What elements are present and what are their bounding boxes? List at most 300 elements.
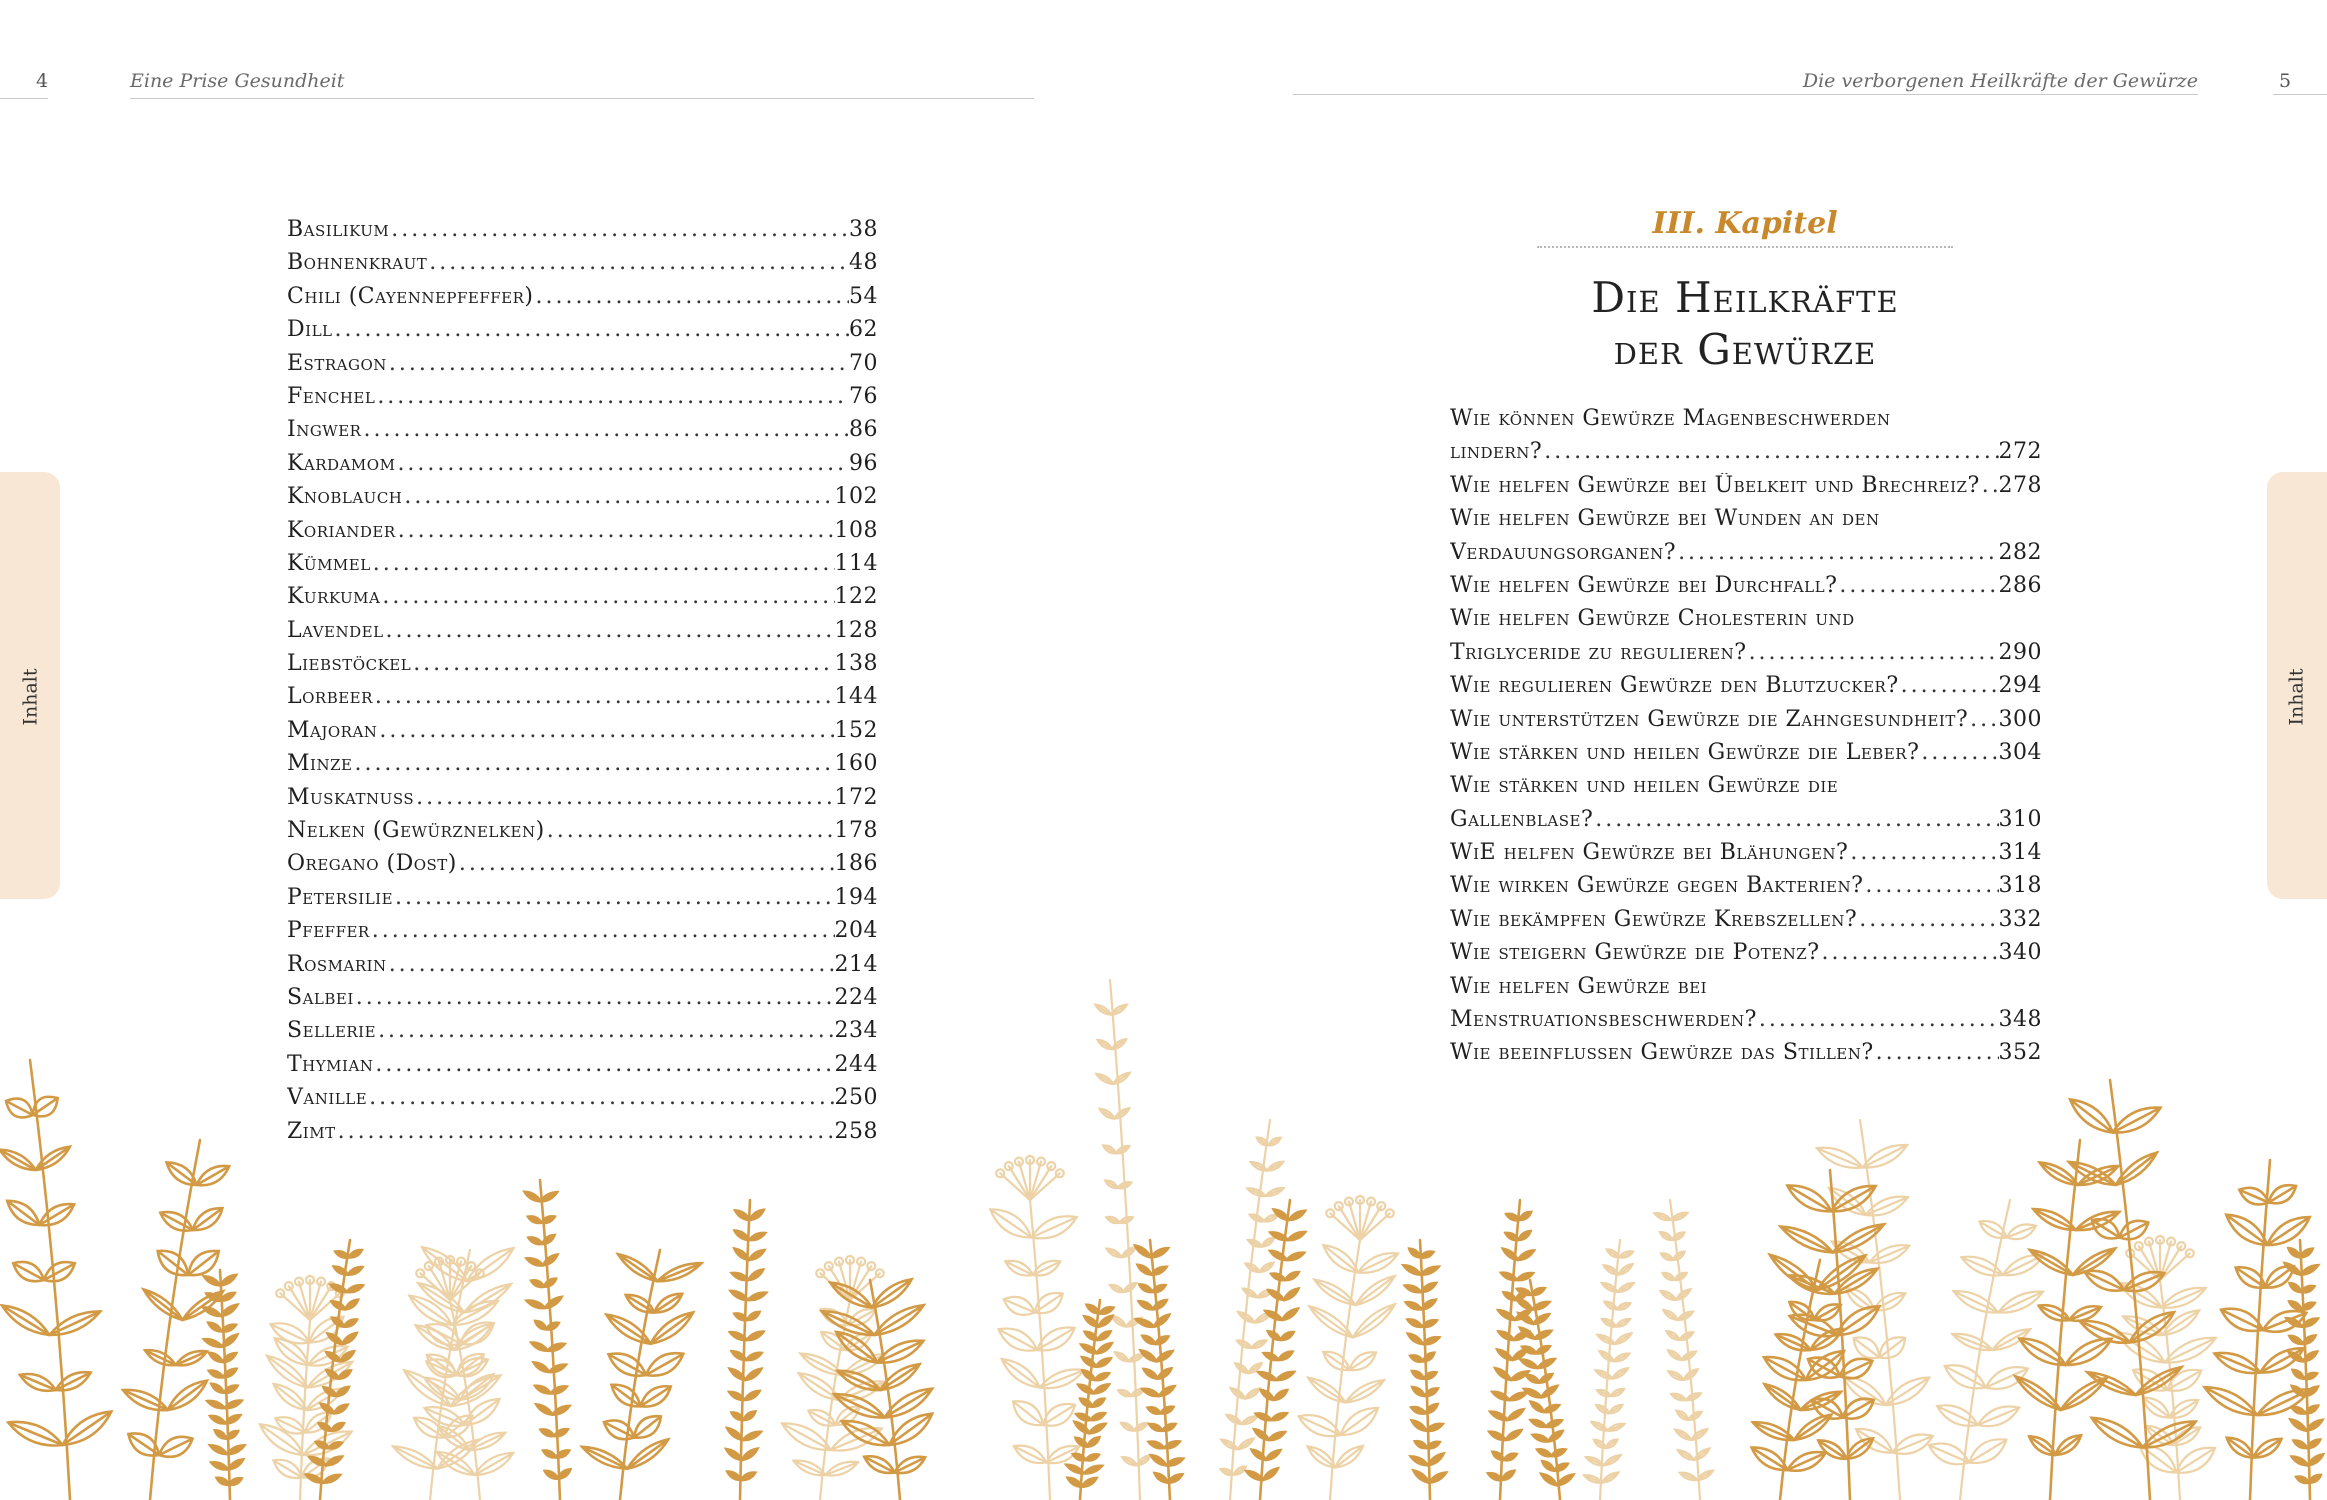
- herb-leaf: [1254, 1429, 1269, 1440]
- herb-leaf: [1266, 1188, 1284, 1196]
- toc-entry-page: 178: [834, 818, 878, 844]
- herb-leaf: [2176, 1448, 2215, 1473]
- herb-leaf: [1268, 1331, 1281, 1340]
- toc-entry[interactable]: [287, 451, 878, 484]
- herb-leaf: [743, 1432, 761, 1440]
- toc-leader-dots: [427, 250, 849, 275]
- herb-leaf: [1358, 1253, 1398, 1273]
- toc-entry-label: Lavendel: [287, 617, 384, 643]
- herb-leaf: [1262, 1238, 1274, 1247]
- toc-entry-page: 204: [834, 918, 878, 944]
- toc-entry[interactable]: [287, 217, 878, 250]
- herb-leaf: [1673, 1252, 1684, 1260]
- herb-leaf: [745, 1369, 761, 1380]
- herb-leaf: [748, 1293, 766, 1300]
- herb-leaf: [273, 1460, 301, 1478]
- toc-entry-page: 332: [1998, 906, 2042, 932]
- toc-entry[interactable]: [287, 718, 878, 751]
- herb-leaf: [1268, 1290, 1284, 1300]
- herb-leaf: [1668, 1371, 1683, 1380]
- herb-leaf: [1663, 1273, 1675, 1280]
- herb-leaf: [1508, 1409, 1524, 1420]
- herb-leaf: [744, 1411, 756, 1420]
- herb-leaf: [1097, 1343, 1112, 1353]
- herb-leaf: [1538, 1359, 1555, 1368]
- herb-leaf: [1235, 1363, 1248, 1373]
- herb-leaf: [1596, 1405, 1609, 1413]
- toc-entry-label: Wie regulieren Gewürze den Blutzucker?: [1450, 673, 1899, 699]
- toc-entry[interactable]: [287, 851, 878, 884]
- toc-leader-dots: [395, 451, 849, 476]
- toc-entry-page: 186: [834, 851, 878, 877]
- herb-leaf: [1353, 1304, 1395, 1337]
- herb-leaf: [611, 1385, 640, 1407]
- herb-leaf: [1498, 1310, 1515, 1320]
- toc-entry[interactable]: [1450, 673, 2042, 706]
- toc-entry-page: 250: [834, 1085, 878, 1111]
- herb-leaf: [1116, 1146, 1129, 1153]
- herb-leaf: [1323, 1352, 1349, 1370]
- herb-leaf: [1787, 1452, 1825, 1471]
- herb-leaf: [2221, 1309, 2263, 1331]
- herb-leaf: [1406, 1302, 1422, 1309]
- herb-leaf: [1615, 1333, 1632, 1344]
- toc-entry-label: Triglyceride zu regulieren?: [1450, 639, 1747, 665]
- toc-entry-label: Lorbeer: [287, 684, 373, 710]
- herb-leaf: [1596, 1370, 1613, 1378]
- toc-entry[interactable]: [287, 250, 878, 283]
- herb-leaf: [999, 1329, 1037, 1351]
- herb-leaf: [990, 1209, 1031, 1237]
- toc-entry[interactable]: [1450, 473, 2042, 506]
- herb-leaf: [1287, 1253, 1304, 1260]
- toc-leader-dots: [1899, 673, 1999, 698]
- herb-leaf: [1519, 1212, 1531, 1220]
- herb-leaf: [1969, 1439, 2006, 1463]
- herb-leaf: [275, 1417, 305, 1433]
- toc-entry-label: Pfeffer: [287, 918, 370, 944]
- herb-leaf: [1671, 1213, 1688, 1220]
- herb-leaf: [1929, 1443, 1969, 1464]
- toc-entry[interactable]: [287, 618, 878, 651]
- herb-leaf: [1536, 1346, 1550, 1353]
- herb-leaf: [536, 1404, 552, 1414]
- herb-leaf: [2293, 1370, 2304, 1379]
- herb-leaf: [1428, 1454, 1444, 1466]
- herb-leaf: [1284, 1289, 1299, 1300]
- herb-leaf: [227, 1445, 244, 1454]
- herb-leaf: [1142, 1336, 1155, 1344]
- toc-leader-dots: [396, 518, 835, 543]
- toc-entry[interactable]: [287, 684, 878, 717]
- toc-entry[interactable]: [1450, 540, 2042, 573]
- herb-leaf: [1098, 1040, 1113, 1049]
- toc-leader-dots: [1863, 873, 1998, 898]
- herb-leaf: [1094, 1384, 1109, 1393]
- herb-leaf: [6, 1099, 33, 1118]
- herb-leaf: [1089, 1424, 1105, 1433]
- herb-leaf: [2289, 1301, 2301, 1309]
- herb-leaf: [1609, 1405, 1622, 1414]
- herb-leaf: [209, 1371, 223, 1378]
- toc-leader-dots: [387, 351, 849, 376]
- toc-entry-first-line[interactable]: [1450, 773, 2042, 806]
- toc-entry-label: Wie helfen Gewürze Cholesterin und: [1450, 606, 1855, 632]
- toc-entry[interactable]: [1450, 439, 2042, 472]
- herb-leaf: [889, 1414, 932, 1445]
- toc-leader-dots: [380, 584, 834, 609]
- toc-entry[interactable]: [287, 785, 878, 818]
- herb-leaf: [872, 1279, 912, 1307]
- toc-entry-page: 294: [1998, 673, 2042, 699]
- herb-leaf: [1668, 1350, 1682, 1360]
- herb-leaf: [1893, 1434, 1933, 1453]
- toc-entry-label: Menstruationsbeschwerden?: [1450, 1007, 1757, 1033]
- herb-leaf: [1410, 1355, 1423, 1361]
- right-header-rule-short: [2273, 94, 2327, 95]
- toc-entry-label: Verdauungsorganen?: [1450, 539, 1677, 565]
- herb-leaf: [20, 1374, 56, 1391]
- toc-entry-first-line[interactable]: [1450, 606, 2042, 639]
- herb-leaf: [535, 1321, 546, 1329]
- herb-leaf: [1139, 1301, 1153, 1309]
- herb-leaf: [2292, 1457, 2308, 1466]
- herb-leaf: [1504, 1292, 1516, 1300]
- herb-leaf: [540, 1429, 554, 1436]
- right-header-rule: [1293, 94, 2198, 95]
- herb-leaf: [1271, 1274, 1285, 1281]
- herb-leaf: [1105, 1180, 1118, 1188]
- toc-entry[interactable]: [1450, 807, 2042, 840]
- herb-leaf: [1323, 1245, 1358, 1272]
- left-header-rule-short: [0, 98, 48, 99]
- herb-leaf: [1619, 1264, 1633, 1275]
- herb-leaf: [1535, 1331, 1552, 1339]
- toc-entry-label: Wie bekämpfen Gewürze Krebszellen?: [1450, 906, 1858, 932]
- herb-leaf: [1124, 1283, 1137, 1292]
- toc-entry[interactable]: [1450, 840, 2042, 873]
- herb-leaf: [0, 1150, 36, 1170]
- herb-leaf: [745, 1391, 760, 1400]
- herb-leaf: [782, 1423, 831, 1450]
- herb-leaf: [329, 1442, 342, 1448]
- herb-leaf: [2119, 1221, 2148, 1239]
- toc-entry-label: Wie beeinflussen Gewürze das Stillen?: [1450, 1040, 1874, 1066]
- herb-leaf: [1112, 1316, 1126, 1327]
- toc-entry-label: Basilikum: [287, 217, 390, 242]
- herb-leaf: [1412, 1387, 1424, 1396]
- toc-entry-page: 108: [834, 517, 878, 543]
- toc-entry-page: 244: [834, 1051, 878, 1077]
- herb-leaf: [2039, 1305, 2070, 1320]
- herb-leaf: [1618, 1283, 1634, 1292]
- herb-leaf: [793, 1461, 825, 1476]
- toc-entry-page: 122: [834, 584, 878, 610]
- herb-leaf: [1854, 1337, 1880, 1358]
- herb-leaf: [1671, 1394, 1686, 1401]
- herb-leaf: [1098, 1331, 1111, 1340]
- herb-leaf: [2161, 1288, 2205, 1308]
- herb-leaf: [143, 1289, 182, 1320]
- herb-leaf: [1137, 1265, 1151, 1275]
- herb-leaf: [2267, 1217, 2310, 1245]
- left-running-head: Eine Prise Gesundheit: [130, 70, 345, 92]
- herb-leaf: [1238, 1312, 1255, 1323]
- toc-entry[interactable]: [1450, 707, 2042, 740]
- herb-leaf: [544, 1279, 556, 1287]
- herb-leaf: [2143, 1398, 2170, 1418]
- herb-leaf: [217, 1478, 229, 1485]
- herb-leaf: [2, 1305, 50, 1335]
- herb-leaf: [627, 1439, 668, 1468]
- herb-leaf: [1106, 1249, 1121, 1258]
- toc-entry-label: Wie helfen Gewürze bei Durchfall?: [1450, 572, 1838, 598]
- herb-leaf: [424, 1407, 464, 1426]
- herb-leaf: [8, 1422, 63, 1446]
- herb-leaf: [1261, 1390, 1274, 1400]
- herb-leaf: [1345, 1380, 1384, 1402]
- left-header-rule: [130, 98, 1034, 99]
- toc-entry[interactable]: [287, 384, 878, 417]
- toc-entry[interactable]: [287, 284, 878, 317]
- toc-entry[interactable]: [287, 551, 878, 584]
- herb-leaf: [1801, 1392, 1842, 1410]
- toc-entry[interactable]: [1450, 740, 2042, 773]
- herb-leaf: [527, 1301, 545, 1309]
- herb-leaf: [1697, 1471, 1713, 1480]
- toc-entry-page: 54: [849, 283, 878, 309]
- herb-leaf: [2292, 1407, 2306, 1414]
- herb-leaf: [1682, 1352, 1697, 1360]
- herb-leaf: [1043, 1404, 1075, 1426]
- toc-entry[interactable]: [1450, 640, 2042, 673]
- herb-leaf: [304, 1431, 352, 1455]
- herb-leaf: [1509, 1393, 1526, 1400]
- herb-leaf: [1408, 1334, 1423, 1344]
- herb-leaf: [1122, 1247, 1136, 1257]
- toc-entry[interactable]: [287, 584, 878, 617]
- herb-leaf: [348, 1267, 363, 1275]
- toc-entry-label: Chili (Cayennepfeffer): [287, 283, 534, 309]
- herb-leaf: [1504, 1454, 1517, 1461]
- herb-leaf: [582, 1447, 627, 1469]
- herb-leaf: [1158, 1368, 1172, 1378]
- toc-entry-page: 160: [834, 751, 878, 777]
- herb-leaf: [1412, 1420, 1427, 1430]
- toc-entry-page: 282: [1998, 539, 2042, 565]
- herb-leaf: [2124, 1272, 2164, 1291]
- herb-leaf: [2288, 1248, 2300, 1257]
- herb-leaf: [1492, 1392, 1509, 1400]
- herb-leaf: [210, 1445, 227, 1454]
- toc-entry-first-line[interactable]: [1450, 406, 2042, 439]
- herb-leaf: [1247, 1188, 1265, 1196]
- herb-leaf: [1606, 1439, 1618, 1448]
- herb-leaf: [1684, 1369, 1698, 1380]
- herb-leaf: [1258, 1372, 1276, 1380]
- herb-leaf: [1661, 1253, 1673, 1260]
- toc-entry[interactable]: [287, 484, 878, 517]
- herb-leaf: [747, 1312, 759, 1320]
- right-side-tab-label: Inhalt: [2285, 668, 2308, 726]
- toc-entry[interactable]: [287, 818, 878, 851]
- herb-leaf: [2292, 1386, 2305, 1396]
- herb-leaf: [1519, 1231, 1531, 1240]
- toc-entry-label: Muskatnuss: [287, 784, 415, 810]
- toc-leader-dots: [534, 284, 849, 309]
- herb-leaf: [1144, 1369, 1158, 1379]
- herb-leaf: [158, 1251, 189, 1275]
- toc-entry[interactable]: [287, 885, 878, 918]
- toc-entry[interactable]: [287, 317, 878, 350]
- herb-leaf: [1415, 1441, 1427, 1448]
- herb-leaf: [545, 1471, 558, 1479]
- herb-leaf: [1118, 1390, 1131, 1396]
- herb-leaf: [727, 1472, 741, 1480]
- herb-leaf: [2065, 1339, 2111, 1365]
- toc-entry[interactable]: [287, 651, 878, 684]
- herb-leaf: [168, 1381, 207, 1410]
- toc-entry-label: Zimt: [287, 1118, 336, 1144]
- herb-leaf: [1002, 1359, 1040, 1388]
- herb-leaf: [1014, 1446, 1047, 1463]
- toc-leader-dots: [1848, 840, 1998, 865]
- herb-leaf: [1979, 1221, 2006, 1238]
- herb-leaf: [1099, 1307, 1113, 1313]
- herb-leaf: [1611, 1389, 1624, 1396]
- toc-entry-label: Kurkuma: [287, 584, 381, 610]
- toc-entry-label: WiE helfen Gewürze bei Blähungen?: [1450, 840, 1849, 866]
- herb-leaf: [1256, 1413, 1272, 1420]
- herb-leaf: [345, 1300, 358, 1310]
- herb-leaf: [1584, 1475, 1602, 1482]
- herb-leaf: [210, 1416, 225, 1423]
- herb-leaf: [1517, 1299, 1533, 1309]
- herb-leaf: [1531, 1288, 1545, 1295]
- herb-leaf: [1068, 1478, 1082, 1487]
- toc-entry[interactable]: [287, 751, 878, 784]
- toc-entry-page: 86: [849, 417, 878, 443]
- herb-leaf: [1151, 1248, 1168, 1257]
- toc-entry-first-line[interactable]: [1450, 506, 2042, 539]
- toc-entry[interactable]: [287, 518, 878, 551]
- herb-leaf: [1242, 1416, 1258, 1424]
- toc-entry[interactable]: [287, 351, 878, 384]
- herb-leaf: [1675, 1273, 1687, 1280]
- herb-leaf: [1524, 1389, 1542, 1397]
- herb-leaf: [342, 1333, 356, 1344]
- herb-leaf: [548, 1344, 565, 1351]
- toc-entry-label: Wie helfen Gewürze bei: [1450, 973, 1708, 999]
- herb-leaf: [1405, 1285, 1421, 1292]
- herb-leaf: [531, 1280, 544, 1287]
- herb-leaf: [1869, 1245, 1909, 1263]
- herb-leaf: [215, 1430, 226, 1438]
- herb-leaf: [1549, 1431, 1563, 1441]
- herb-leaf: [1675, 1430, 1691, 1440]
- herb-leaf: [1122, 1457, 1137, 1465]
- toc-leader-dots: [1919, 740, 1998, 765]
- herb-leaf: [323, 1475, 340, 1483]
- herb-leaf: [2300, 1249, 2312, 1258]
- herb-leaf: [344, 1319, 357, 1326]
- toc-entry-label: Kümmel: [287, 550, 371, 576]
- herb-leaf: [1781, 1227, 1833, 1253]
- herb-leaf: [145, 1350, 176, 1365]
- herb-leaf: [2165, 1338, 2216, 1363]
- herb-leaf: [800, 1353, 843, 1375]
- herb-leaf: [1168, 1474, 1182, 1482]
- herb-leaf: [1498, 1331, 1513, 1340]
- herb-leaf: [885, 1389, 933, 1418]
- herb-leaf: [1680, 1473, 1697, 1480]
- herb-leaf: [349, 1250, 362, 1257]
- toc-entry[interactable]: [1450, 573, 2042, 606]
- herb-leaf: [1252, 1340, 1267, 1348]
- right-running-head: Die verborgenen Heilkräfte der Gewürze: [1802, 70, 2198, 92]
- toc-entry-label: Majoran: [287, 717, 378, 743]
- herb-leaf: [1095, 1005, 1111, 1015]
- toc-entry[interactable]: [1450, 873, 2042, 906]
- herb-leaf: [44, 1262, 75, 1281]
- toc-entry-label: Kardamom: [287, 450, 396, 476]
- herb-leaf: [1154, 1473, 1168, 1483]
- herb-leaf: [1518, 1250, 1534, 1260]
- toc-entry[interactable]: [287, 417, 878, 450]
- herb-leaf: [1542, 1461, 1554, 1470]
- herb-leaf: [1096, 1074, 1113, 1084]
- herb-leaf: [1250, 1215, 1264, 1222]
- herb-leaf: [331, 1423, 344, 1431]
- herb-leaf: [1274, 1390, 1287, 1400]
- toc-entry-label: lindern?: [1450, 439, 1543, 465]
- toc-entry-label: Petersilie: [287, 884, 394, 910]
- toc-entry-page: 224: [834, 984, 878, 1010]
- herb-leaf: [2055, 1435, 2081, 1455]
- herb-leaf: [1299, 1415, 1341, 1436]
- herb-leaf: [1602, 1319, 1616, 1327]
- toc-entry-label: Thymian: [287, 1051, 374, 1077]
- herb-leaf: [1420, 1252, 1433, 1258]
- toc-entry-page: 314: [1998, 840, 2042, 866]
- herb-leaf: [2309, 1475, 2321, 1483]
- herb-leaf: [2227, 1438, 2254, 1458]
- toc-entry-page: 62: [849, 317, 878, 343]
- herb-leaf: [1121, 1423, 1134, 1431]
- herb-leaf: [864, 1456, 894, 1473]
- toc-entry-page: 318: [1998, 873, 2042, 899]
- herb-leaf: [1159, 1386, 1174, 1396]
- toc-entry-page: 286: [1998, 572, 2042, 598]
- herb-leaf: [1411, 1407, 1425, 1414]
- toc-entry-page: 278: [1998, 472, 2042, 498]
- herb-leaf: [747, 1332, 764, 1340]
- toc-entry-label: Wie helfen Gewürze bei Wunden an den: [1450, 506, 1880, 532]
- left-side-tab-label: Inhalt: [19, 668, 42, 726]
- herb-leaf: [1118, 1182, 1132, 1188]
- herb-leaf: [1221, 1440, 1238, 1450]
- toc-leader-dots: [377, 718, 834, 743]
- herb-leaf: [1614, 1354, 1630, 1362]
- herb-leaf: [2029, 1436, 2055, 1455]
- herb-leaf: [2113, 1108, 2161, 1133]
- toc-leader-dots: [352, 751, 834, 776]
- herb-leaf: [1289, 1211, 1305, 1220]
- toc-leader-dots: [1968, 707, 1998, 732]
- herb-leaf: [726, 1449, 742, 1460]
- herb-leaf: [2301, 1265, 2318, 1274]
- toc-entry-label: Minze: [287, 751, 353, 777]
